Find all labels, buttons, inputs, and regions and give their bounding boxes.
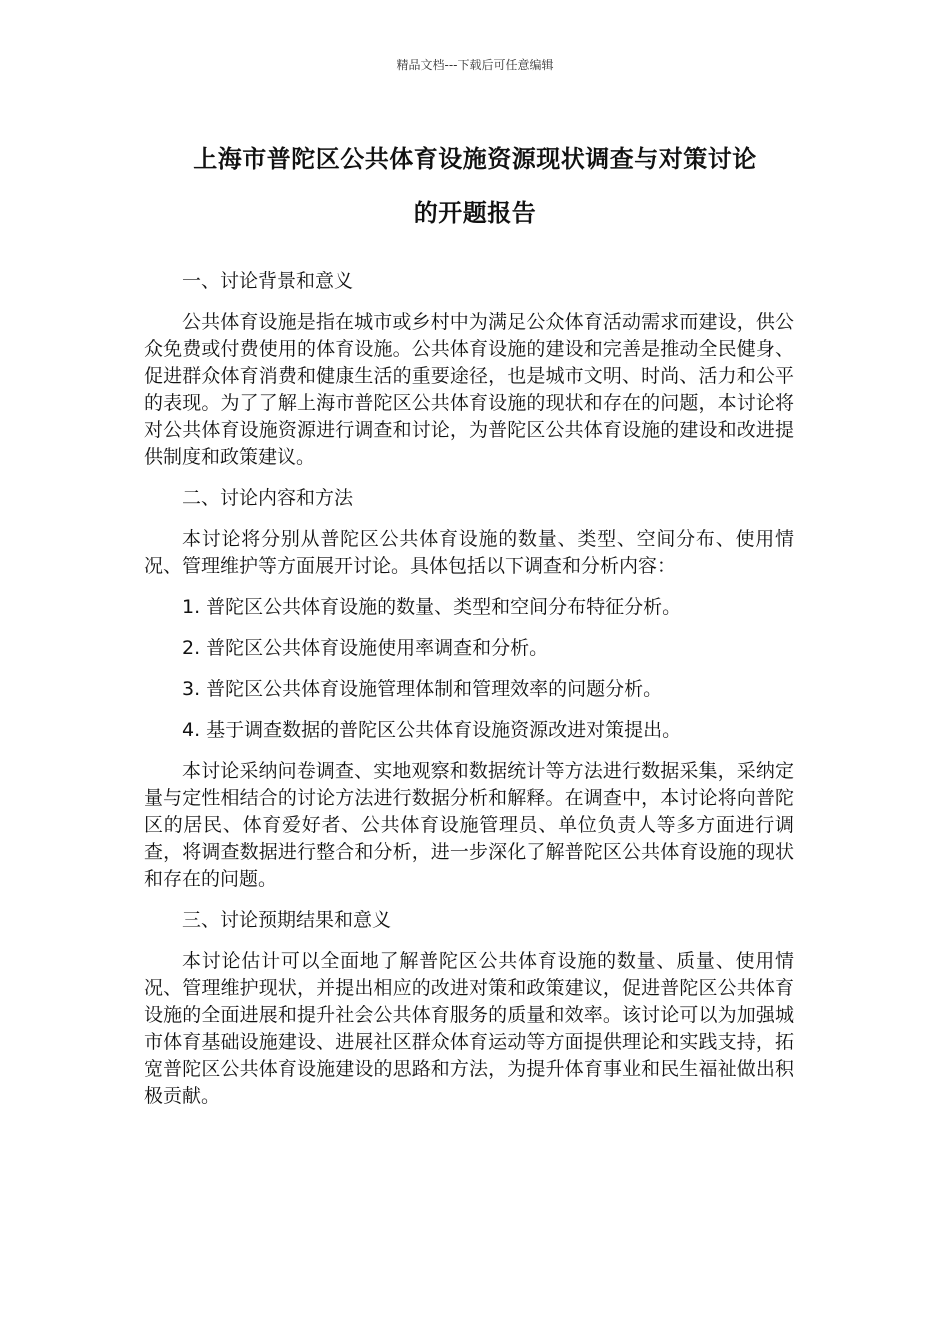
section-heading-content-methods: 二、讨论内容和方法	[182, 487, 354, 509]
page-header: 精品文档---下载后可任意编辑	[396, 58, 554, 72]
document-body	[144, 268, 794, 1124]
paragraph-content-intro: 本讨论将分别从普陀区公共体育设施的数量、类型、空间分布、使用情况、管理维护等方面展开讨论。具体包括以下调查和分析内容：	[144, 528, 794, 577]
paragraph-expected-results: 本讨论估计可以全面地了解普陀区公共体育设施的数量、质量、使用情况、管理维护现状，并提出相应的改进对策和政策建议，促进普陀区公共体育设施的全面进展和提升社会公共体育服务的质量和效率。该讨论可以为加强城市体育基础设施建设、进展社区群众体育运动等方面提供理论和实践支持，拓宽普陀区公共体育设施建设的思路和方法，为提升体育事业和民生福祉做出积极贡献。	[144, 950, 794, 1107]
paragraph-methods: 本讨论采纳问卷调查、实地观察和数据统计等方法进行数据采集，采纳定量与定性相结合的讨论方法进行数据分析和解释。在调查中，本讨论将向普陀区的居民、体育爱好者、公共体育设施管理员、单位负责人等多方面进行调查，将调查数据进行整合和分析，进一步深化了解普陀区公共体育设施的现状和存在的问题。	[144, 760, 794, 890]
list-item-3: 3. 普陀区公共体育设施管理体制和管理效率的问题分析。	[182, 678, 663, 700]
title-line-1: 上海市普陀区公共体育设施资源现状调查与对策讨论	[193, 145, 757, 173]
paragraph-background: 公共体育设施是指在城市或乡村中为满足公众体育活动需求而建设，供公众免费或付费使用的体育设施。公共体育设施的建设和完善是推动全民健身、促进群众体育消费和健康生活的重要途径，也是城市文明、时尚、活力和公平的表现。为了了解上海市普陀区公共体育设施的现状和存在的问题，本讨论将对公共体育设施资源进行调查和讨论，为普陀区公共体育设施的建设和改进提供制度和政策建议。	[144, 311, 794, 468]
section-heading-background: 一、讨论背景和意义	[182, 270, 354, 292]
list-item-1: 1. 普陀区公共体育设施的数量、类型和空间分布特征分析。	[182, 596, 682, 618]
section-heading-expected-results: 三、讨论预期结果和意义	[182, 909, 392, 931]
title-line-2: 的开题报告	[413, 199, 537, 227]
list-item-4: 4. 基于调查数据的普陀区公共体育设施资源改进对策提出。	[182, 719, 682, 741]
document-title	[140, 132, 810, 240]
list-item-2: 2. 普陀区公共体育设施使用率调查和分析。	[182, 637, 549, 659]
